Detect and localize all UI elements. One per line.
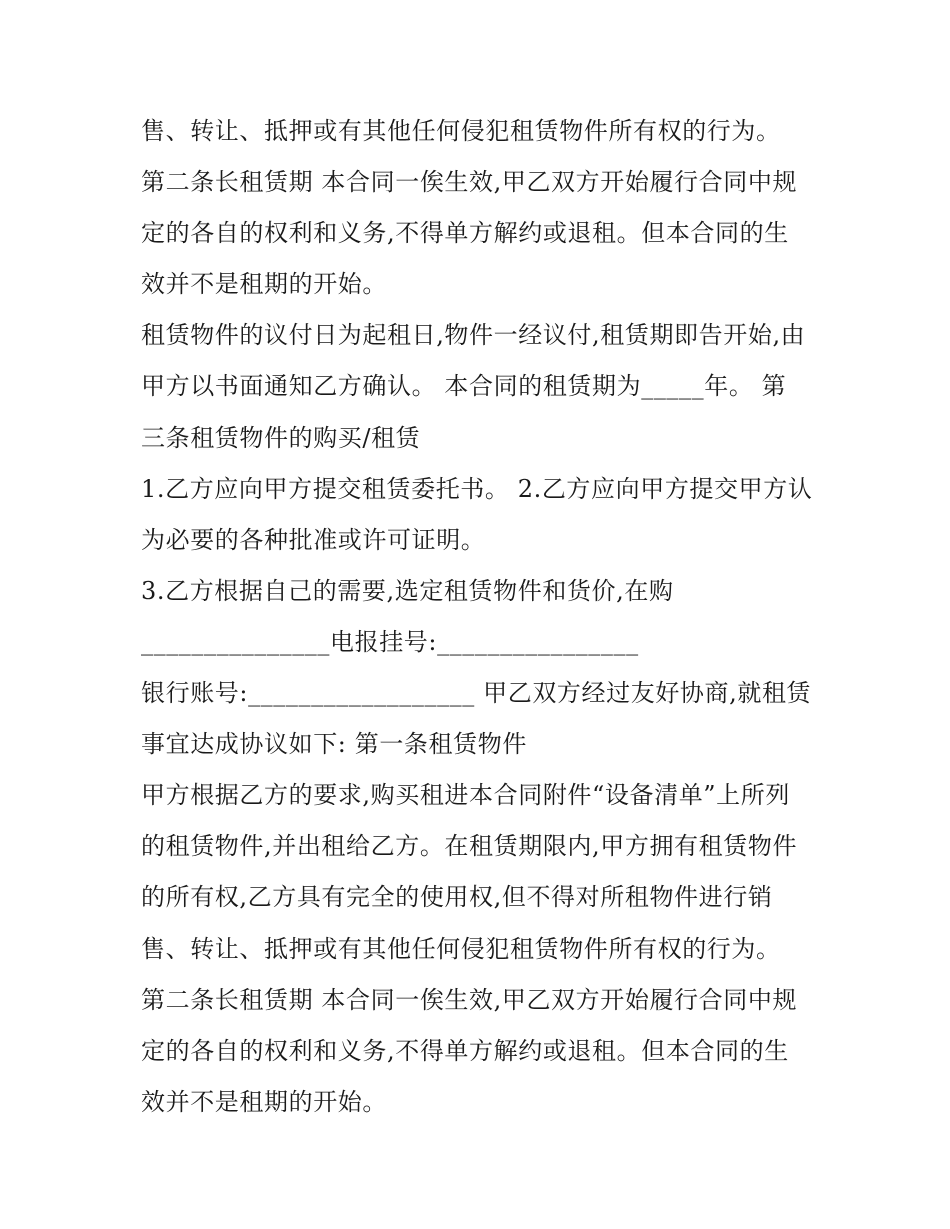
text-line: 定的各自的权利和义务,不得单方解约或退租。但本合同的生 — [141, 219, 789, 248]
text-line: 为必要的各种批准或许可证明。 — [141, 525, 486, 554]
text-line: 效并不是租期的开始。 — [141, 270, 387, 299]
text-line: 定的各自的权利和义务,不得单方解约或退租。但本合同的生 — [141, 1036, 789, 1065]
text-line: 1.乙方应向甲方提交租赁委托书。 2.乙方应向甲方提交甲方认 — [141, 474, 813, 503]
text-line: 售、转让、抵押或有其他任何侵犯租赁物件所有权的行为。 — [141, 934, 781, 963]
text-line: 的租赁物件,并出租给乙方。在租赁期限内,甲方拥有租赁物件 — [141, 832, 798, 861]
text-line: 甲方以书面通知乙方确认。 本合同的租赁期为_____年。 第 — [141, 372, 787, 401]
text-line: 事宜达成协议如下: 第一条租赁物件 — [141, 730, 527, 759]
text-line: 租赁物件的议付日为起租日,物件一经议付,租赁期即告开始,由 — [141, 321, 806, 350]
text-line: 甲方根据乙方的要求,购买租进本合同附件“设备清单”上所列 — [141, 781, 790, 810]
text-line: 银行账号:__________________ 甲乙双方经过友好协商,就租赁 — [141, 679, 812, 708]
text-line: 效并不是租期的开始。 — [141, 1087, 387, 1116]
text-line: 的所有权,乙方具有完全的使用权,但不得对所租物件进行销 — [141, 883, 773, 912]
contract-text — [141, 106, 841, 1128]
text-line: 售、转让、抵押或有其他任何侵犯租赁物件所有权的行为。 — [141, 117, 781, 145]
text-line: _______________电报挂号:________________ — [141, 627, 639, 656]
text-line: 第二条长租赁期 本合同一俟生效,甲乙双方开始履行合同中规 — [141, 985, 798, 1014]
text-line: 3.乙方根据自己的需要,选定租赁物件和货价,在购 — [141, 576, 674, 605]
text-line: 第二条长租赁期 本合同一俟生效,甲乙双方开始履行合同中规 — [141, 168, 798, 197]
text-line: 三条租赁物件的购买/租赁 — [141, 423, 421, 452]
